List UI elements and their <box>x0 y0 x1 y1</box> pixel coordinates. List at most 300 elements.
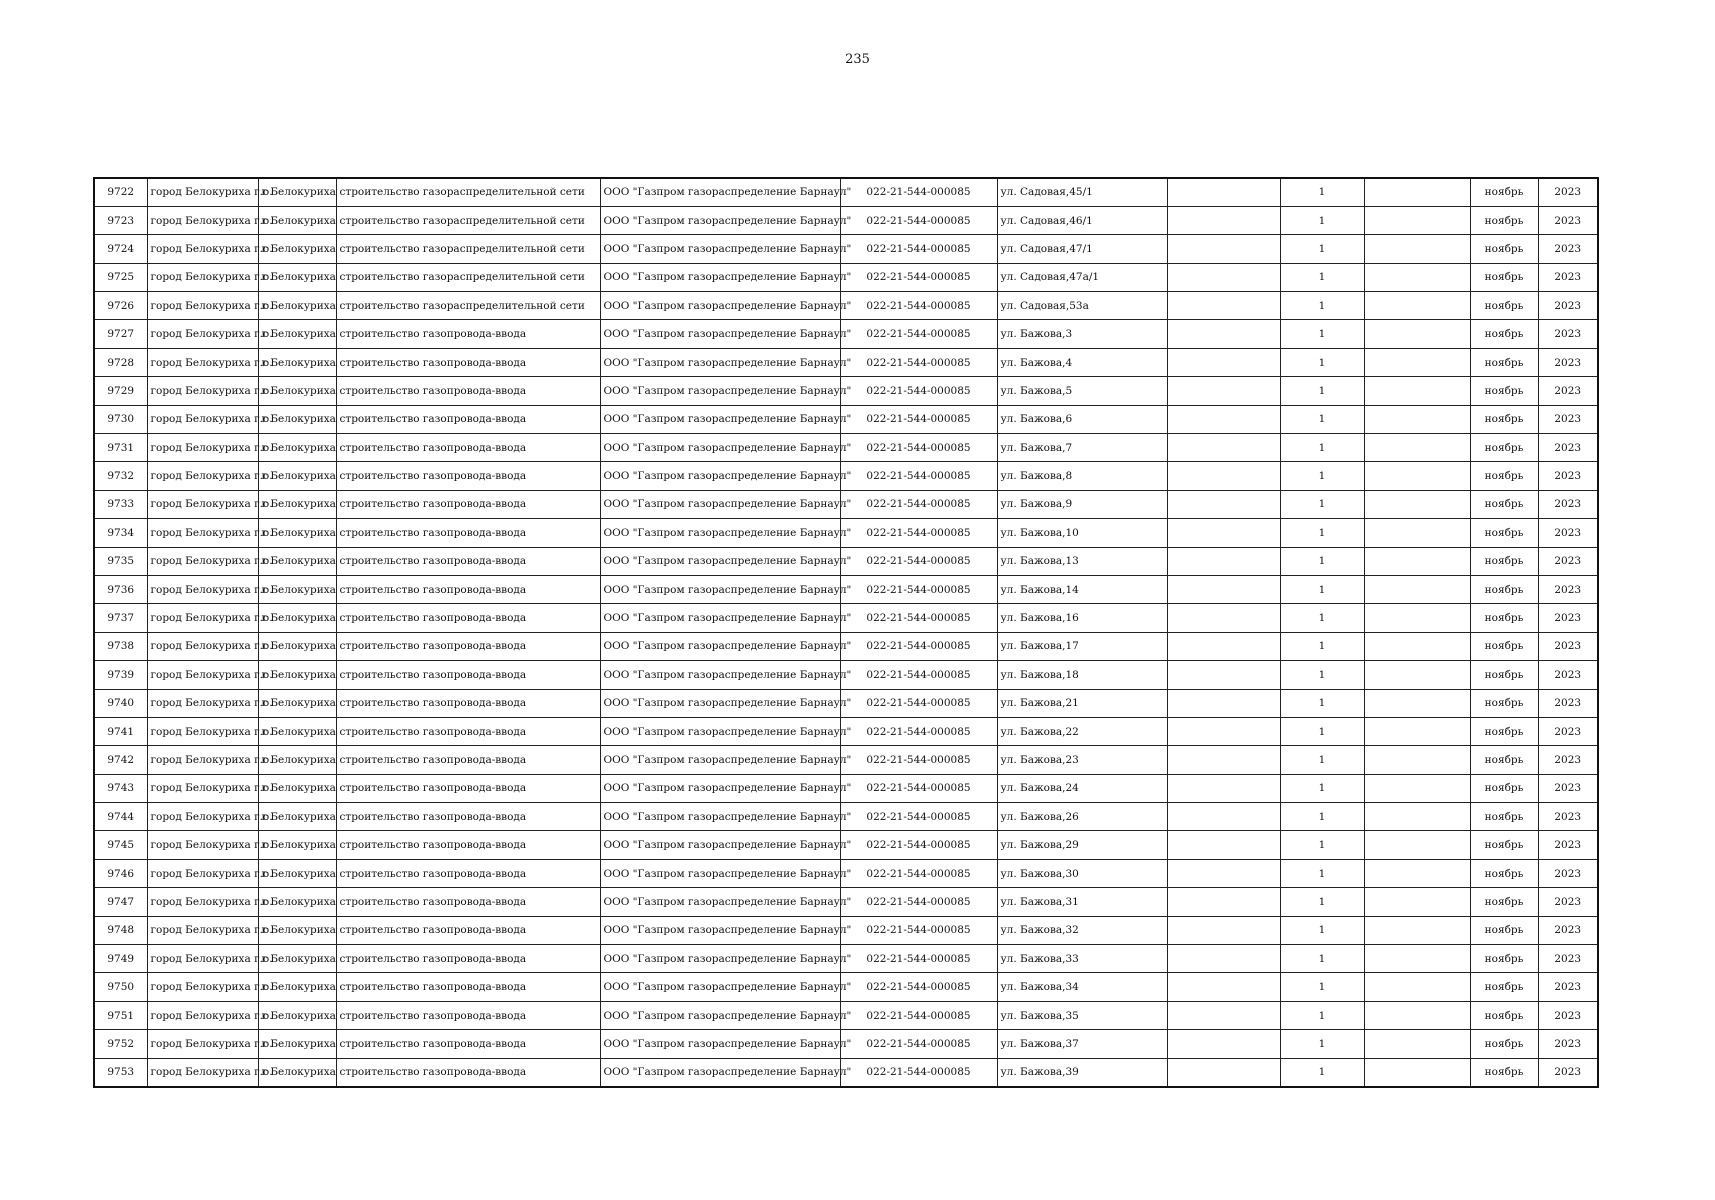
registry-code-cell: 022-21-544-000085 <box>840 405 997 433</box>
table-row <box>94 632 1598 660</box>
row-number-cell: 9737 <box>94 604 147 632</box>
row-number-cell: 9733 <box>94 490 147 518</box>
month-cell: ноябрь <box>1470 462 1538 490</box>
year-cell: 2023 <box>1538 575 1598 603</box>
locality-cell: г Белокуриха <box>258 320 336 348</box>
year-cell: 2023 <box>1538 604 1598 632</box>
quantity-cell: 1 <box>1280 689 1364 717</box>
empty-cell <box>1167 320 1280 348</box>
municipality-cell: город Белокуриха г.о. <box>147 746 258 774</box>
quantity-cell: 1 <box>1280 717 1364 745</box>
empty-cell <box>1364 377 1470 405</box>
address-cell: ул. Бажова,7 <box>997 434 1167 462</box>
empty-cell <box>1167 206 1280 234</box>
empty-cell <box>1167 945 1280 973</box>
registry-code-cell: 022-21-544-000085 <box>840 434 997 462</box>
address-cell: ул. Бажова,31 <box>997 888 1167 916</box>
municipality-cell: город Белокуриха г.о. <box>147 490 258 518</box>
work-type-cell: строительство газопровода-ввода <box>336 405 600 433</box>
empty-cell <box>1364 405 1470 433</box>
municipality-cell: город Белокуриха г.о. <box>147 888 258 916</box>
work-type-cell: строительство газопровода-ввода <box>336 575 600 603</box>
year-cell: 2023 <box>1538 292 1598 320</box>
registry-code-cell: 022-21-544-000085 <box>840 746 997 774</box>
locality-cell: г Белокуриха <box>258 831 336 859</box>
organization-cell: ООО "Газпром газораспределение Барнаул" <box>600 434 840 462</box>
empty-cell <box>1364 1030 1470 1058</box>
work-type-cell: строительство газопровода-ввода <box>336 434 600 462</box>
locality-cell: г Белокуриха <box>258 803 336 831</box>
organization-cell: ООО "Газпром газораспределение Барнаул" <box>600 178 840 206</box>
table-row <box>94 462 1598 490</box>
row-number-cell: 9730 <box>94 405 147 433</box>
work-type-cell: строительство газопровода-ввода <box>336 377 600 405</box>
month-cell: ноябрь <box>1470 490 1538 518</box>
year-cell: 2023 <box>1538 746 1598 774</box>
row-number-cell: 9747 <box>94 888 147 916</box>
quantity-cell: 1 <box>1280 434 1364 462</box>
empty-cell <box>1364 519 1470 547</box>
table-row <box>94 774 1598 802</box>
row-number-cell: 9727 <box>94 320 147 348</box>
empty-cell <box>1364 888 1470 916</box>
empty-cell <box>1167 746 1280 774</box>
year-cell: 2023 <box>1538 774 1598 802</box>
registry-code-cell: 022-21-544-000085 <box>840 206 997 234</box>
address-cell: ул. Бажова,29 <box>997 831 1167 859</box>
month-cell: ноябрь <box>1470 434 1538 462</box>
locality-cell: г Белокуриха <box>258 717 336 745</box>
row-number-cell: 9725 <box>94 263 147 291</box>
registry-code-cell: 022-21-544-000085 <box>840 945 997 973</box>
row-number-cell: 9732 <box>94 462 147 490</box>
month-cell: ноябрь <box>1470 575 1538 603</box>
address-cell: ул. Бажова,34 <box>997 973 1167 1001</box>
municipality-cell: город Белокуриха г.о. <box>147 434 258 462</box>
month-cell: ноябрь <box>1470 803 1538 831</box>
organization-cell: ООО "Газпром газораспределение Барнаул" <box>600 1058 840 1086</box>
registry-code-cell: 022-21-544-000085 <box>840 263 997 291</box>
month-cell: ноябрь <box>1470 859 1538 887</box>
table-row <box>94 575 1598 603</box>
table-row <box>94 803 1598 831</box>
empty-cell <box>1167 632 1280 660</box>
registry-code-cell: 022-21-544-000085 <box>840 717 997 745</box>
table-row <box>94 746 1598 774</box>
row-number-cell: 9723 <box>94 206 147 234</box>
locality-cell: г Белокуриха <box>258 689 336 717</box>
locality-cell: г Белокуриха <box>258 973 336 1001</box>
empty-cell <box>1167 348 1280 376</box>
quantity-cell: 1 <box>1280 206 1364 234</box>
organization-cell: ООО "Газпром газораспределение Барнаул" <box>600 206 840 234</box>
table-row <box>94 945 1598 973</box>
address-cell: ул. Бажова,33 <box>997 945 1167 973</box>
municipality-cell: город Белокуриха г.о. <box>147 831 258 859</box>
organization-cell: ООО "Газпром газораспределение Барнаул" <box>600 348 840 376</box>
address-cell: ул. Бажова,16 <box>997 604 1167 632</box>
table-row <box>94 1058 1598 1086</box>
organization-cell: ООО "Газпром газораспределение Барнаул" <box>600 263 840 291</box>
address-cell: ул. Садовая,47/1 <box>997 235 1167 263</box>
work-type-cell: строительство газопровода-ввода <box>336 490 600 518</box>
row-number-cell: 9752 <box>94 1030 147 1058</box>
year-cell: 2023 <box>1538 490 1598 518</box>
empty-cell <box>1167 547 1280 575</box>
municipality-cell: город Белокуриха г.о. <box>147 377 258 405</box>
empty-cell <box>1364 348 1470 376</box>
organization-cell: ООО "Газпром газораспределение Барнаул" <box>600 547 840 575</box>
locality-cell: г Белокуриха <box>258 377 336 405</box>
quantity-cell: 1 <box>1280 774 1364 802</box>
address-cell: ул. Бажова,24 <box>997 774 1167 802</box>
row-number-cell: 9745 <box>94 831 147 859</box>
quantity-cell: 1 <box>1280 348 1364 376</box>
locality-cell: г Белокуриха <box>258 519 336 547</box>
municipality-cell: город Белокуриха г.о. <box>147 1058 258 1086</box>
work-type-cell: строительство газопровода-ввода <box>336 973 600 1001</box>
locality-cell: г Белокуриха <box>258 405 336 433</box>
table-row <box>94 377 1598 405</box>
organization-cell: ООО "Газпром газораспределение Барнаул" <box>600 292 840 320</box>
empty-cell <box>1364 632 1470 660</box>
row-number-cell: 9753 <box>94 1058 147 1086</box>
address-cell: ул. Садовая,46/1 <box>997 206 1167 234</box>
work-type-cell: строительство газопровода-ввода <box>336 661 600 689</box>
registry-code-cell: 022-21-544-000085 <box>840 774 997 802</box>
empty-cell <box>1364 434 1470 462</box>
empty-cell <box>1364 774 1470 802</box>
quantity-cell: 1 <box>1280 831 1364 859</box>
empty-cell <box>1364 604 1470 632</box>
month-cell: ноябрь <box>1470 263 1538 291</box>
row-number-cell: 9746 <box>94 859 147 887</box>
organization-cell: ООО "Газпром газораспределение Барнаул" <box>600 973 840 1001</box>
empty-cell <box>1364 1058 1470 1086</box>
work-type-cell: строительство газопровода-ввода <box>336 859 600 887</box>
registry-code-cell: 022-21-544-000085 <box>840 888 997 916</box>
table-row <box>94 292 1598 320</box>
organization-cell: ООО "Газпром газораспределение Барнаул" <box>600 604 840 632</box>
year-cell: 2023 <box>1538 945 1598 973</box>
quantity-cell: 1 <box>1280 519 1364 547</box>
locality-cell: г Белокуриха <box>258 916 336 944</box>
locality-cell: г Белокуриха <box>258 888 336 916</box>
municipality-cell: город Белокуриха г.о. <box>147 292 258 320</box>
address-cell: ул. Бажова,6 <box>997 405 1167 433</box>
quantity-cell: 1 <box>1280 632 1364 660</box>
locality-cell: г Белокуриха <box>258 434 336 462</box>
work-type-cell: строительство газопровода-ввода <box>336 632 600 660</box>
registry-code-cell: 022-21-544-000085 <box>840 519 997 547</box>
locality-cell: г Белокуриха <box>258 1001 336 1029</box>
empty-cell <box>1364 717 1470 745</box>
empty-cell <box>1364 803 1470 831</box>
empty-cell <box>1364 945 1470 973</box>
table-row <box>94 717 1598 745</box>
locality-cell: г Белокуриха <box>258 746 336 774</box>
municipality-cell: город Белокуриха г.о. <box>147 320 258 348</box>
empty-cell <box>1167 519 1280 547</box>
address-cell: ул. Бажова,32 <box>997 916 1167 944</box>
municipality-cell: город Белокуриха г.о. <box>147 1001 258 1029</box>
address-cell: ул. Бажова,21 <box>997 689 1167 717</box>
row-number-cell: 9742 <box>94 746 147 774</box>
work-type-cell: строительство газопровода-ввода <box>336 945 600 973</box>
address-cell: ул. Бажова,17 <box>997 632 1167 660</box>
work-type-cell: строительство газопровода-ввода <box>336 1058 600 1086</box>
quantity-cell: 1 <box>1280 462 1364 490</box>
table-row <box>94 547 1598 575</box>
municipality-cell: город Белокуриха г.о. <box>147 348 258 376</box>
registry-code-cell: 022-21-544-000085 <box>840 490 997 518</box>
row-number-cell: 9744 <box>94 803 147 831</box>
empty-cell <box>1167 434 1280 462</box>
empty-cell <box>1364 320 1470 348</box>
empty-cell <box>1364 292 1470 320</box>
locality-cell: г Белокуриха <box>258 235 336 263</box>
row-number-cell: 9731 <box>94 434 147 462</box>
year-cell: 2023 <box>1538 235 1598 263</box>
work-type-cell: строительство газопровода-ввода <box>336 519 600 547</box>
year-cell: 2023 <box>1538 916 1598 944</box>
row-number-cell: 9749 <box>94 945 147 973</box>
row-number-cell: 9729 <box>94 377 147 405</box>
locality-cell: г Белокуриха <box>258 462 336 490</box>
year-cell: 2023 <box>1538 888 1598 916</box>
empty-cell <box>1167 859 1280 887</box>
municipality-cell: город Белокуриха г.о. <box>147 575 258 603</box>
municipality-cell: город Белокуриха г.о. <box>147 717 258 745</box>
month-cell: ноябрь <box>1470 888 1538 916</box>
empty-cell <box>1167 263 1280 291</box>
month-cell: ноябрь <box>1470 689 1538 717</box>
empty-cell <box>1364 462 1470 490</box>
empty-cell <box>1364 547 1470 575</box>
address-cell: ул. Бажова,9 <box>997 490 1167 518</box>
organization-cell: ООО "Газпром газораспределение Барнаул" <box>600 689 840 717</box>
quantity-cell: 1 <box>1280 575 1364 603</box>
organization-cell: ООО "Газпром газораспределение Барнаул" <box>600 405 840 433</box>
organization-cell: ООО "Газпром газораспределение Барнаул" <box>600 1001 840 1029</box>
address-cell: ул. Бажова,39 <box>997 1058 1167 1086</box>
municipality-cell: город Белокуриха г.о. <box>147 632 258 660</box>
municipality-cell: город Белокуриха г.о. <box>147 405 258 433</box>
year-cell: 2023 <box>1538 831 1598 859</box>
quantity-cell: 1 <box>1280 746 1364 774</box>
row-number-cell: 9750 <box>94 973 147 1001</box>
month-cell: ноябрь <box>1470 973 1538 1001</box>
work-type-cell: строительство газопровода-ввода <box>336 689 600 717</box>
row-number-cell: 9728 <box>94 348 147 376</box>
empty-cell <box>1167 1001 1280 1029</box>
empty-cell <box>1364 831 1470 859</box>
address-cell: ул. Бажова,35 <box>997 1001 1167 1029</box>
municipality-cell: город Белокуриха г.о. <box>147 803 258 831</box>
quantity-cell: 1 <box>1280 888 1364 916</box>
municipality-cell: город Белокуриха г.о. <box>147 462 258 490</box>
organization-cell: ООО "Газпром газораспределение Барнаул" <box>600 235 840 263</box>
locality-cell: г Белокуриха <box>258 945 336 973</box>
address-cell: ул. Бажова,18 <box>997 661 1167 689</box>
month-cell: ноябрь <box>1470 405 1538 433</box>
empty-cell <box>1364 746 1470 774</box>
municipality-cell: город Белокуриха г.о. <box>147 774 258 802</box>
locality-cell: г Белокуриха <box>258 1058 336 1086</box>
empty-cell <box>1167 575 1280 603</box>
organization-cell: ООО "Газпром газораспределение Барнаул" <box>600 831 840 859</box>
year-cell: 2023 <box>1538 803 1598 831</box>
municipality-cell: город Белокуриха г.о. <box>147 519 258 547</box>
work-type-cell: строительство газопровода-ввода <box>336 1001 600 1029</box>
empty-cell <box>1167 178 1280 206</box>
registry-code-cell: 022-21-544-000085 <box>840 547 997 575</box>
quantity-cell: 1 <box>1280 263 1364 291</box>
work-type-cell: строительство газопровода-ввода <box>336 916 600 944</box>
row-number-cell: 9724 <box>94 235 147 263</box>
work-type-cell: строительство газопровода-ввода <box>336 774 600 802</box>
work-type-cell: строительство газораспределительной сети <box>336 206 600 234</box>
organization-cell: ООО "Газпром газораспределение Барнаул" <box>600 717 840 745</box>
empty-cell <box>1167 462 1280 490</box>
organization-cell: ООО "Газпром газораспределение Барнаул" <box>600 1030 840 1058</box>
quantity-cell: 1 <box>1280 292 1364 320</box>
year-cell: 2023 <box>1538 1058 1598 1086</box>
row-number-cell: 9748 <box>94 916 147 944</box>
year-cell: 2023 <box>1538 519 1598 547</box>
month-cell: ноябрь <box>1470 774 1538 802</box>
row-number-cell: 9734 <box>94 519 147 547</box>
empty-cell <box>1167 916 1280 944</box>
empty-cell <box>1167 490 1280 518</box>
month-cell: ноябрь <box>1470 292 1538 320</box>
registry-code-cell: 022-21-544-000085 <box>840 1001 997 1029</box>
locality-cell: г Белокуриха <box>258 178 336 206</box>
empty-cell <box>1364 178 1470 206</box>
address-cell: ул. Садовая,53а <box>997 292 1167 320</box>
organization-cell: ООО "Газпром газораспределение Барнаул" <box>600 916 840 944</box>
organization-cell: ООО "Газпром газораспределение Барнаул" <box>600 632 840 660</box>
empty-cell <box>1167 235 1280 263</box>
row-number-cell: 9740 <box>94 689 147 717</box>
quantity-cell: 1 <box>1280 405 1364 433</box>
address-cell: ул. Бажова,4 <box>997 348 1167 376</box>
address-cell: ул. Бажова,8 <box>997 462 1167 490</box>
registry-code-cell: 022-21-544-000085 <box>840 462 997 490</box>
empty-cell <box>1364 575 1470 603</box>
empty-cell <box>1167 973 1280 1001</box>
organization-cell: ООО "Газпром газораспределение Барнаул" <box>600 945 840 973</box>
page-number: 235 <box>845 52 870 67</box>
row-number-cell: 9739 <box>94 661 147 689</box>
registry-code-cell: 022-21-544-000085 <box>840 803 997 831</box>
work-type-cell: строительство газопровода-ввода <box>336 746 600 774</box>
organization-cell: ООО "Газпром газораспределение Барнаул" <box>600 575 840 603</box>
registry-code-cell: 022-21-544-000085 <box>840 831 997 859</box>
quantity-cell: 1 <box>1280 490 1364 518</box>
month-cell: ноябрь <box>1470 377 1538 405</box>
table-row <box>94 263 1598 291</box>
work-type-cell: строительство газопровода-ввода <box>336 320 600 348</box>
table-row <box>94 1001 1598 1029</box>
empty-cell <box>1364 916 1470 944</box>
work-type-cell: строительство газопровода-ввода <box>336 1030 600 1058</box>
month-cell: ноябрь <box>1470 1001 1538 1029</box>
quantity-cell: 1 <box>1280 547 1364 575</box>
empty-cell <box>1167 604 1280 632</box>
organization-cell: ООО "Газпром газораспределение Барнаул" <box>600 746 840 774</box>
year-cell: 2023 <box>1538 320 1598 348</box>
address-cell: ул. Садовая,47а/1 <box>997 263 1167 291</box>
locality-cell: г Белокуриха <box>258 661 336 689</box>
row-number-cell: 9738 <box>94 632 147 660</box>
year-cell: 2023 <box>1538 405 1598 433</box>
locality-cell: г Белокуриха <box>258 859 336 887</box>
municipality-cell: город Белокуриха г.о. <box>147 604 258 632</box>
locality-cell: г Белокуриха <box>258 632 336 660</box>
month-cell: ноябрь <box>1470 206 1538 234</box>
table-row <box>94 973 1598 1001</box>
month-cell: ноябрь <box>1470 661 1538 689</box>
row-number-cell: 9722 <box>94 178 147 206</box>
locality-cell: г Белокуриха <box>258 263 336 291</box>
address-cell: ул. Бажова,13 <box>997 547 1167 575</box>
work-type-cell: строительство газопровода-ввода <box>336 462 600 490</box>
organization-cell: ООО "Газпром газораспределение Барнаул" <box>600 490 840 518</box>
registry-code-cell: 022-21-544-000085 <box>840 575 997 603</box>
row-number-cell: 9743 <box>94 774 147 802</box>
municipality-cell: город Белокуриха г.о. <box>147 178 258 206</box>
table-row <box>94 661 1598 689</box>
locality-cell: г Белокуриха <box>258 206 336 234</box>
empty-cell <box>1364 1001 1470 1029</box>
row-number-cell: 9735 <box>94 547 147 575</box>
table-row <box>94 604 1598 632</box>
registry-code-cell: 022-21-544-000085 <box>840 348 997 376</box>
year-cell: 2023 <box>1538 973 1598 1001</box>
municipality-cell: город Белокуриха г.о. <box>147 973 258 1001</box>
table-row <box>94 1030 1598 1058</box>
year-cell: 2023 <box>1538 717 1598 745</box>
address-cell: ул. Бажова,26 <box>997 803 1167 831</box>
year-cell: 2023 <box>1538 462 1598 490</box>
table-row <box>94 859 1598 887</box>
year-cell: 2023 <box>1538 661 1598 689</box>
municipality-cell: город Белокуриха г.о. <box>147 206 258 234</box>
registry-code-cell: 022-21-544-000085 <box>840 235 997 263</box>
empty-cell <box>1167 717 1280 745</box>
row-number-cell: 9726 <box>94 292 147 320</box>
year-cell: 2023 <box>1538 377 1598 405</box>
year-cell: 2023 <box>1538 859 1598 887</box>
year-cell: 2023 <box>1538 1030 1598 1058</box>
quantity-cell: 1 <box>1280 235 1364 263</box>
registry-code-cell: 022-21-544-000085 <box>840 973 997 1001</box>
organization-cell: ООО "Газпром газораспределение Барнаул" <box>600 859 840 887</box>
quantity-cell: 1 <box>1280 1058 1364 1086</box>
table-row <box>94 235 1598 263</box>
organization-cell: ООО "Газпром газораспределение Барнаул" <box>600 661 840 689</box>
work-type-cell: строительство газопровода-ввода <box>336 831 600 859</box>
quantity-cell: 1 <box>1280 945 1364 973</box>
table-row <box>94 519 1598 547</box>
work-type-cell: строительство газопровода-ввода <box>336 547 600 575</box>
organization-cell: ООО "Газпром газораспределение Барнаул" <box>600 803 840 831</box>
year-cell: 2023 <box>1538 689 1598 717</box>
registry-code-cell: 022-21-544-000085 <box>840 292 997 320</box>
quantity-cell: 1 <box>1280 973 1364 1001</box>
month-cell: ноябрь <box>1470 831 1538 859</box>
